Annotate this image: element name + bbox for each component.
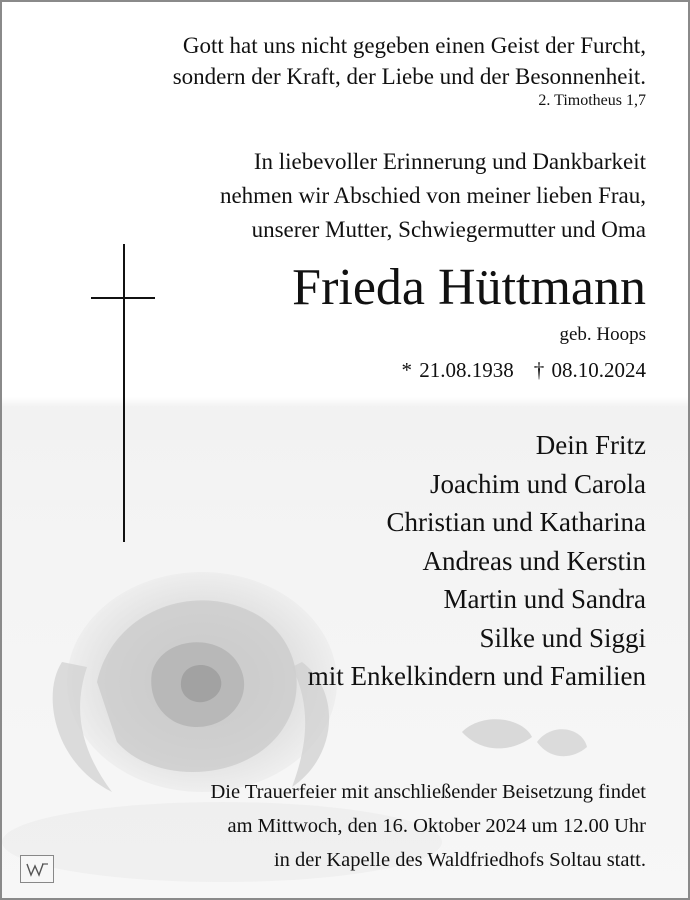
intro-line: unserer Mutter, Schwiegermutter und Oma: [251, 217, 646, 242]
family-member: Andreas und Kerstin: [422, 545, 646, 576]
verse-reference: 2. Timotheus 1,7: [538, 92, 646, 109]
service-line: in der Kapelle des Waldfriedhofs Soltau statt.: [273, 849, 646, 871]
life-dates: [402, 358, 647, 383]
service-info: [211, 775, 647, 877]
family-list: [308, 426, 646, 696]
cross-icon-bar: [91, 297, 155, 299]
family-member: Christian und Katharina: [386, 507, 646, 537]
family-member: Dein Fritz: [535, 430, 646, 460]
birth-date: * 21.08.1938: [401, 358, 514, 382]
deceased-name: Frieda Hüttmann: [292, 259, 646, 316]
family-member: mit Enkelkindern und Familien: [307, 661, 646, 691]
bible-verse: [173, 30, 646, 92]
publisher-logo: [20, 855, 54, 883]
intro-text: [220, 145, 646, 247]
verse-line: Gott hat uns nicht gegeben einen Geist der Furcht,: [182, 33, 646, 58]
publisher-logo-icon: [24, 860, 50, 878]
family-member: Martin und Sandra: [443, 584, 646, 614]
service-line: am Mittwoch, den 16. Oktober 2024 um 12.00 Uhr: [227, 815, 646, 837]
maiden-name: geb. Hoops: [559, 324, 646, 345]
intro-line: nehmen wir Abschied von meiner lieben Frau,: [219, 183, 646, 208]
cross-icon: [123, 244, 125, 542]
death-date: † 08.10.2024: [533, 358, 646, 382]
family-member: Silke und Siggi: [479, 622, 646, 653]
family-member: Joachim und Carola: [430, 468, 646, 499]
verse-line: sondern der Kraft, der Liebe und der Besonnenheit.: [172, 64, 646, 89]
service-line: Die Trauerfeier mit anschließender Beisetzung findet: [210, 781, 646, 803]
intro-line: In liebevoller Erinnerung und Dankbarkeit: [253, 149, 646, 174]
